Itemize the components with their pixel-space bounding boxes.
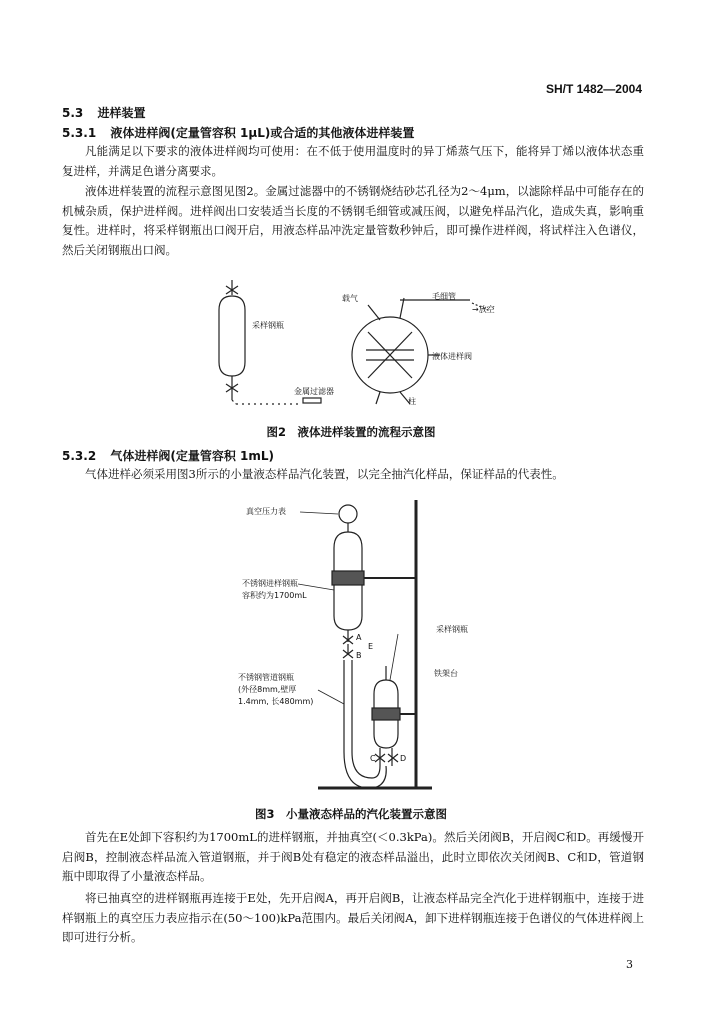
upper-clamp-shape [332, 571, 364, 585]
capillary-label: 毛细管 [432, 292, 456, 301]
section-title: 液体进样阀(定量管容积 1μL)或合适的其他液体进样装置 [110, 126, 415, 140]
section-number: 5.3.2 [62, 449, 97, 463]
gas-cylinder-label-line-1: 不锈钢进样钢瓶 [242, 579, 298, 588]
figure-2-caption: 图2 液体进样装置的流程示意图 [266, 425, 436, 439]
valve-a-label: A [356, 633, 362, 642]
tube-label-line-2: (外径8mm,壁厚 [238, 685, 297, 694]
paragraph-5-3-1-requirements: 凡能满足以下要求的液体进样阀均可使用：在不低于使用温度时的异丁烯蒸气压下，能将异丁烯以液体状态重复进样，并满足色谱分离要求。 [62, 144, 644, 178]
paragraph-5-3-2: 气体进样必须采用图3所示的小量液态样品汽化装置，以完全抽汽化样品，保证样品的代表性。 [85, 467, 564, 481]
vent-label: →放空 [472, 305, 495, 314]
stand-label: 铁架台 [434, 669, 458, 678]
vacuum-gauge-label: 真空压力表 [246, 507, 286, 516]
lower-clamp-shape [372, 708, 400, 720]
standard-number: SH/T 1482—2004 [545, 82, 642, 96]
column-label: 柱 [408, 397, 416, 406]
vacuum-gauge-shape [339, 505, 357, 523]
tube-label-line-3: 1.4mm, 长480mm) [238, 697, 314, 706]
figure-3-caption: 图3 小量液态样品的汽化装置示意图 [255, 807, 447, 821]
sampling-cylinder-label: 采样钢瓶 [252, 321, 284, 330]
valve-b-label: B [356, 651, 362, 660]
liquid-valve-label: 液体进样阀 [432, 352, 472, 361]
procedure-paragraph-2: 将已抽真空的进样钢瓶再连接于E处，先开启阀A，再开启阀B，让液态样品完全汽化于进样钢瓶中，连接于进样钢瓶上的真空压力表应指示在(50～100)kPa范围内。最后关闭阀A，卸下进样钢瓶连接于色谱仪的气体进样阀上即可进行分析。 [62, 891, 644, 944]
paragraph-5-3-1-description: 液体进样装置的流程示意图见图2。金属过滤器中的不锈钢烧结砂芯孔径为2～4μm，以滤除样品中可能存在的机械杂质，保护进样阀。进样阀出口安装适当长度的不锈钢毛细管或减压阀，以避免样品汽化，造成失真，影响重复性。进样时，将采样钢瓶出口阀开启，用液态样品冲洗定量管数秒钟后，即可操作进样阀，将试样注入色谱仪，然后关闭钢瓶出口阀。 [62, 184, 644, 257]
valve-e-label: E [368, 642, 374, 651]
valve-d-label: D [400, 754, 407, 763]
metal-filter-label: 金属过滤器 [294, 387, 334, 396]
section-number: 5.3.1 [62, 126, 97, 140]
procedure-paragraph-1: 首先在E处卸下容积约为1700mL的进样钢瓶，并抽真空(＜0.3kPa)。然后关闭阀B，开启阀C和D。再缓慢开启阀B，控制液态样品流入管道钢瓶，并于阀B处有稳定的液态样品溢出，此时立即依次关闭阀B、C和D，管道钢瓶中即取得了小量液态样品。 [62, 830, 644, 883]
gas-cylinder-label-line-2: 容积约为1700mL [242, 591, 307, 600]
valve-d-shape [388, 754, 398, 762]
carrier-gas-label: 载气 [342, 294, 358, 303]
sampling-cylinder-label: 采样钢瓶 [436, 625, 468, 634]
section-number: 5.3 [62, 106, 84, 120]
section-title: 进样装置 [97, 106, 146, 120]
section-title: 气体进样阀(定量管容积 1mL) [110, 449, 275, 463]
tube-label-line-1: 不锈钢管道钢瓶 [238, 673, 294, 682]
valve-c-label: C [370, 754, 376, 763]
page-number: 3 [626, 958, 633, 971]
